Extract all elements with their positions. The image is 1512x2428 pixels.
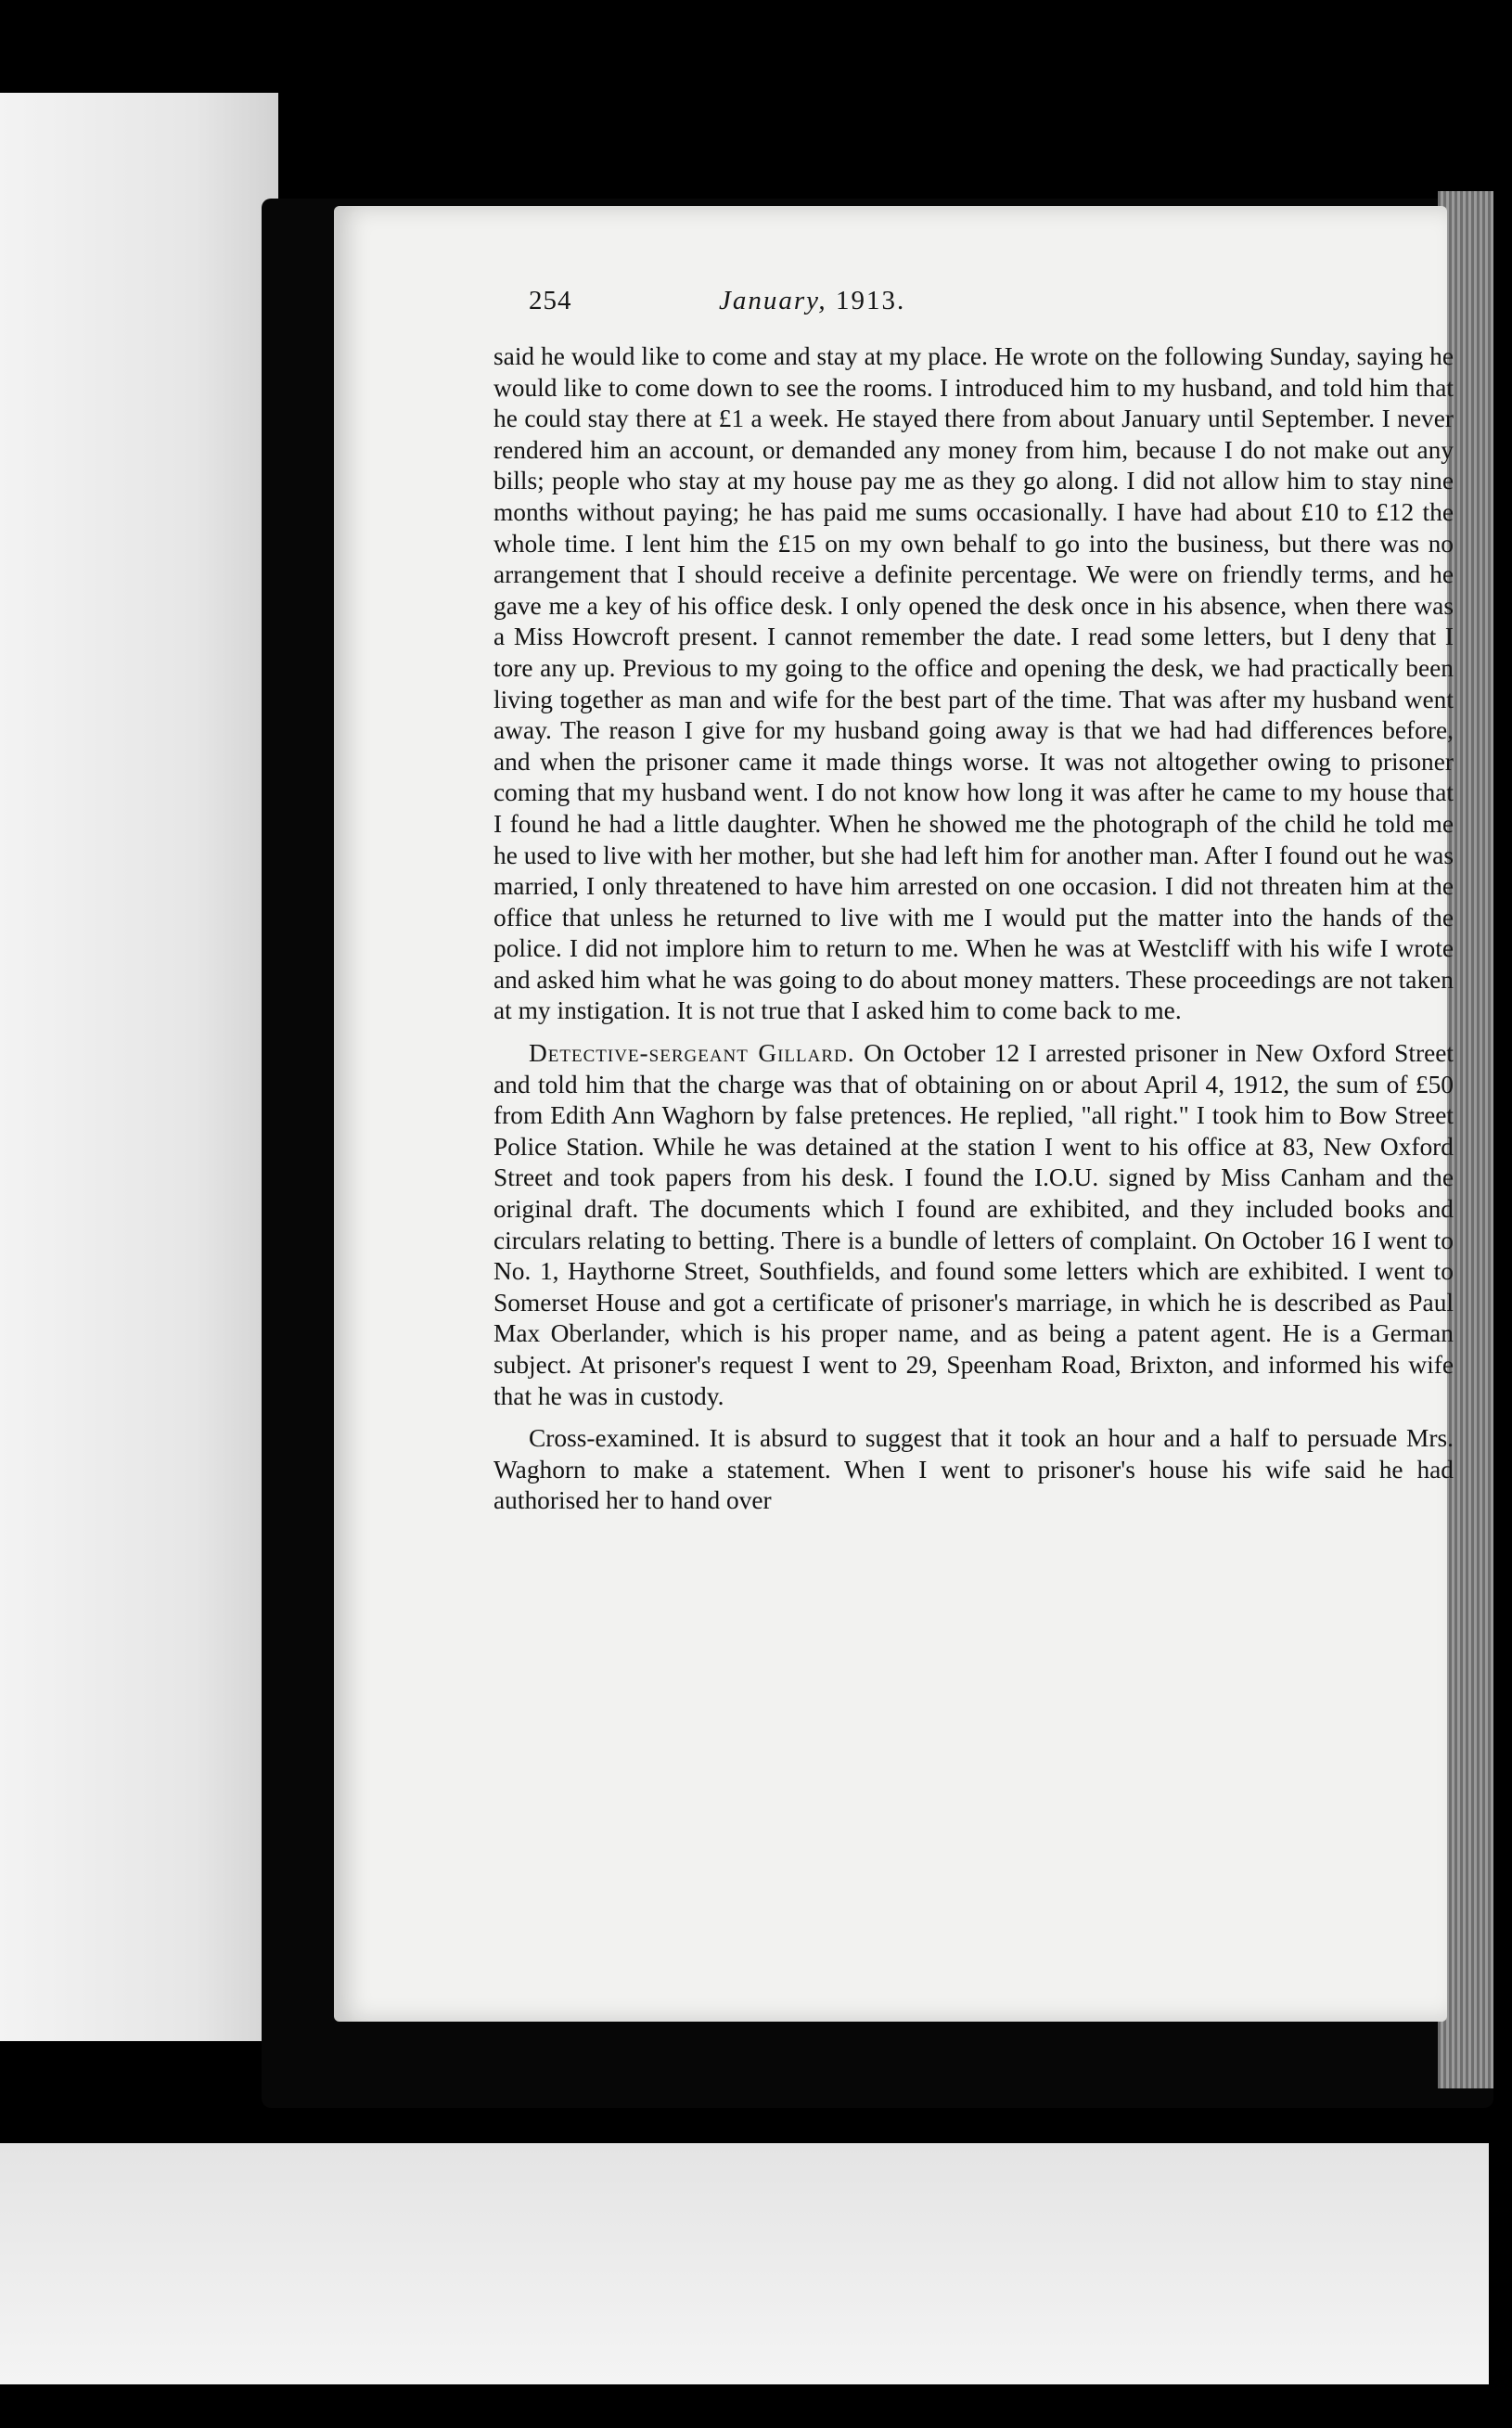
book-page — [334, 206, 1454, 2022]
scan-top-border — [0, 0, 1512, 93]
page-year: 1913. — [835, 286, 906, 315]
paragraph-gillard-text: On October 12 I arrested prisoner in New Oxford Street and told him that the charge was that of obtaining on or about April 4, 1912, the sum of £50 from Edith Ann Waghorn by false pretences. He replied, "all right." I took him to Bow Street Police Station. While he was detained at the station I went to his office at 83, New Oxford Street and took papers from his desk. I found the I.O.U. signed by Miss Canham and the original draft. The documents which I found are exhibited, and they included books and circulars relating to betting. There is a bundle of letters of complaint. On October 16 I went to No. 1, Haythorne Street, Southfields, and found some letters which are exhibited. I went to Somerset House and got a certificate of prisoner's marriage, in which he is described as Paul Max Oberlander, which is his proper name, and as being a patent agent. He is a German subject. At prisoner's request I went to 29, Speenham Road, Brixton, and informed his wife that he was in custody. — [493, 1039, 1454, 1410]
paragraph-testimony: said he would like to come and stay at my place. He wrote on the following Sunday, saying he would like to come down to see the rooms. I introduced him to my husband, and told him that he could stay there at £1 a week. He stayed there from about January until September. I never rendered him an account, or demanded any money from him, because I do not make out any bills; people who stay at my house pay me as they go along. I did not allow him to stay nine months without paying; he has paid me sums occasionally. I have had about £10 to £12 the whole time. I lent him the £15 on my own behalf to go into the business, but there was no arrangement that I should receive a definite percentage. We were on friendly terms, and he gave me a key of his office desk. I only opened the desk once in his absence, when there was a Miss Howcroft present. I cannot remember the date. I read some letters, but I deny that I tore any up. Previous to my going to the office and opening the desk, we had practically been living together as man and wife for the best part of the time. That was after my husband went away. The reason I give for my husband going away is that we had had differences before, and when the prisoner came it made things worse. It was not altogether owing to prisoner coming that my husband went. I do not know how long it was after he came to my house that I found he had a little daughter. When he showed me the photograph of the child he told me he used to live with her mother, but she had left him for another man. After I found out he was married, I only threatened to have him arrested on one occasion. I did not threaten him at the office that unless he returned to live with me I would put the matter into the hands of the police. I did not implore him to return to me. When he was at Westcliff with his wife I wrote and asked him what he was going to do about money matters. These proceedings are not taken at my instigation. It is not true that I asked him to come back to me. — [493, 342, 1454, 1025]
paragraph-cross-examined: Cross-examined. It is absurd to suggest that it took an hour and a half to persuade Mrs. Waghorn to make a statement. When I went to prisoner's house his wife said he had authorised her to hand over — [493, 1424, 1454, 1515]
page-date-heading — [719, 286, 905, 316]
scan-background-bottom — [0, 2143, 1512, 2384]
paragraph-gillard — [493, 1038, 1454, 1412]
page-number: 254 — [529, 286, 572, 315]
running-header — [529, 286, 1178, 332]
speaker-name: Detective-sergeant Gillard. — [529, 1039, 855, 1068]
scan-background-left — [0, 93, 278, 2041]
page-month: January, — [719, 286, 827, 315]
body-text — [493, 341, 1454, 1517]
